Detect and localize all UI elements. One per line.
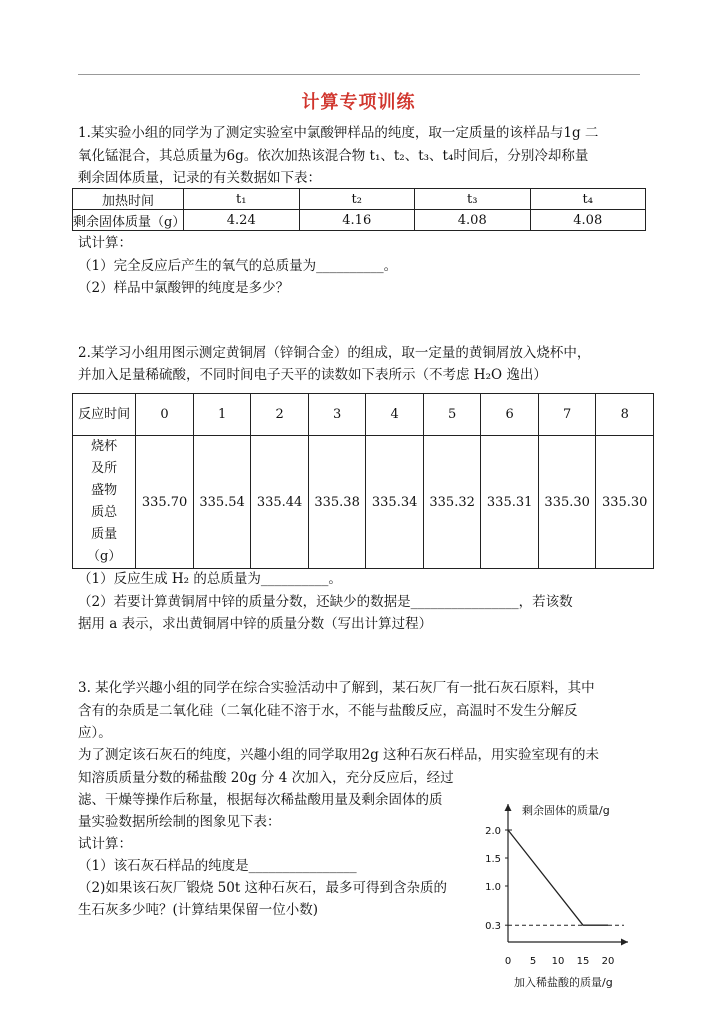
q2-data-table (72, 393, 654, 569)
table-cell: 4 (366, 394, 424, 436)
table-cell: 335.34 (366, 436, 424, 569)
y-axis-label: 剩余固体的质量/g (522, 804, 610, 817)
table-cell: 335.44 (251, 436, 309, 569)
table-cell: 3 (308, 394, 366, 436)
q1-data-table (72, 188, 646, 231)
table-cell: 剩余固体质量（g） (73, 210, 184, 231)
table-cell: 加热时间 (73, 189, 184, 210)
table-cell: 335.30 (538, 436, 596, 569)
table-row (73, 210, 646, 231)
table-cell: t₃ (415, 189, 531, 210)
q1-item2: （2）样品中氯酸钾的纯度是多少？ (78, 280, 290, 296)
x-axis-label: 加入稀盐酸的质量/g (514, 976, 613, 989)
q3-item2-line2: 生石灰多少吨？(计算结果保留一位小数) (78, 902, 319, 918)
table-row (73, 394, 654, 436)
residual-mass-chart (478, 800, 658, 995)
table-cell: 4.08 (530, 210, 646, 231)
q2-intro-line2: 并加入足量稀硫酸，不同时间电子天平的读数如下表所示（不考虑 H₂O 逸出） (78, 367, 547, 383)
residual-mass-line (508, 830, 608, 925)
q2-item1: （1）反应生成 H₂ 的总质量为__________。 (78, 571, 342, 587)
table-cell: 0 (136, 394, 194, 436)
x-tick-label: 20 (601, 956, 615, 967)
q3-intro-line1: 3. 某化学兴趣小组的同学在综合实验活动中了解到，某石灰厂有一批石灰石原料，其中 (78, 680, 595, 696)
q3-try-calc: 试计算： (78, 836, 132, 852)
q1-intro-line1: 1.某实验小组的同学为了测定实验室中氯酸钾样品的纯度，取一定质量的该样品与1g 二 (78, 125, 599, 141)
y-tick-label: 2.0 (485, 826, 501, 837)
table-cell: 2 (251, 394, 309, 436)
q3-intro-line2: 含有的杂质是二氧化硅（二氧化硅不溶于水，不能与盐酸反应，高温时不发生分解反 (78, 703, 578, 719)
q1-intro-line3: 剩余固体质量，记录的有关数据如下表： (78, 170, 321, 186)
table-row (73, 189, 646, 210)
q1-try-calc: 试计算： (78, 235, 132, 251)
header-rule (78, 74, 640, 75)
table-cell: t₄ (530, 189, 646, 210)
table-row (73, 436, 654, 569)
table-cell: t₂ (299, 189, 415, 210)
y-tick-label: 1.5 (485, 854, 501, 865)
table-cell: 7 (538, 394, 596, 436)
q3-intro-line7: 量实验数据所绘制的图象见下表： (78, 814, 281, 830)
y-tick-label: 0.3 (485, 921, 501, 933)
q3-item2-line1: （2)如果该石灰厂锻烧 50t 这种石灰石，最多可得到含杂质的 (78, 880, 448, 896)
table-cell: 335.54 (193, 436, 251, 569)
x-tick-label: 15 (576, 956, 590, 967)
q1-item1: （1）完全反应后产生的氧气的总质量为__________。 (78, 258, 398, 274)
q1-intro-line2: 氧化锰混合，其总质量为6g。依次加热该混合物 t₁、t₂、t₃、t₄时间后，分别冷却称量 (78, 148, 589, 164)
table-cell: 烧杯及所盛物质总质量（g） (73, 436, 136, 569)
table-cell: 1 (193, 394, 251, 436)
page-title: 计算专项训练 (301, 92, 416, 113)
table-cell: 335.38 (308, 436, 366, 569)
table-cell: 335.32 (423, 436, 481, 569)
q2-item2-line1: （2）若要计算黄铜屑中锌的质量分数，还缺少的数据是________________，若该数 (78, 594, 573, 610)
table-cell: 4.08 (415, 210, 531, 231)
table-cell: 335.31 (481, 436, 539, 569)
table-cell: 5 (423, 394, 481, 436)
x-tick-label: 10 (551, 956, 565, 967)
table-cell: 335.70 (136, 436, 194, 569)
q3-item1: （1）该石灰石样品的纯度是________________ (78, 858, 357, 874)
table-cell: 8 (596, 394, 654, 436)
table-cell: 335.30 (596, 436, 654, 569)
q2-item2-line2: 据用 a 表示，求出黄铜屑中锌的质量分数（写出计算过程） (78, 616, 433, 632)
x-tick-label: 5 (529, 956, 537, 967)
table-cell: 6 (481, 394, 539, 436)
q3-intro-line6: 滤、干燥等操作后称量，根据每次稀盐酸用量及剩余固体的质 (78, 792, 443, 808)
q3-intro-line5: 知溶质质量分数的稀盐酸 20g 分 4 次加入，充分反应后，经过 (78, 770, 454, 786)
q3-intro-line4: 为了测定该石灰石的纯度，兴趣小组的同学取用2g 这种石灰石样品，用实验室现有的未 (78, 747, 600, 763)
y-tick-label: 1.0 (485, 882, 501, 893)
table-cell: 反应时间 (73, 394, 136, 436)
table-cell: 4.24 (184, 210, 300, 231)
table-cell: t₁ (184, 189, 300, 210)
table-cell: 4.16 (299, 210, 415, 231)
x-tick-label: 0 (504, 956, 512, 967)
q3-intro-line3: 应）。 (78, 725, 112, 741)
q2-intro-line1: 2.某学习小组用图示测定黄铜屑（锌铜合金）的组成，取一定量的黄铜屑放入烧杯中， (78, 345, 591, 361)
